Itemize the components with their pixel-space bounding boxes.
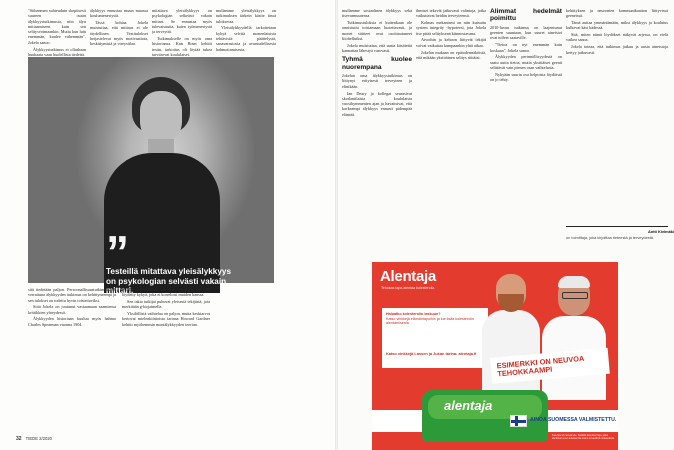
paragraph: Ian Deary ja kollegat seurasivat skotlantilaisia koululaisia vuosikymmenten ajan ja havaitsivat, että korkeampi älykkyys ennusti pidempää elämää. [342,90,412,117]
subheading: Tyhmä kuolee nuorempana [342,56,412,71]
left-column-2 [90,8,148,56]
ad-brand-logo: Alentaja [380,268,436,285]
paragraph: mitattava yleisälykkyys on psykologian selkeästi vakain mittari. Se ennustaa myös tulevaisuutta, kuten työmenestystä ja terveyttä. [152,8,212,35]
paragraph: Tämä auttaa ymmärtämään, miksi älykkyys ja koulutus kulkevat käsi kädessä. [566,20,668,31]
paragraph: Jokelan oma älykkyystutkimus on liittynyt erityisesti terveyteen ja elinikään. [342,73,412,89]
right-column-2 [416,8,486,254]
paragraph: 2010-luvun tutkimus on laajentunut geenien suuntaan, kun suuret aineistot ovat tulleet saataville. [490,24,562,41]
ad-info-title: Haluatko kolesterolin laskuun? [386,312,441,316]
paragraph: älykkyys ennustaa muun muassa koulumenestystä. [90,8,148,19]
paragraph: sitä tiedetään paljon. Persoonallisuustutkimukseen verrattuna älykkyyden tutkimus on kehittyneempi ja sen tulokset on todettu hyvin toistettaviksi. [28,287,116,303]
paragraph: mikään yksittäinen osa-alue. Koskaan ei ole löydetty kykyä, joka ei korreloisi muiden kanssa. [122,287,210,298]
paragraph: Siitä Jokela on joutunut vastaamaan saamiensa kritiikkien yhteydessä. [28,304,116,315]
left-lower-column-1 [28,287,116,435]
left-column-4 [216,8,276,56]
paragraph: mullamme sosiaalinen älykkyys sekä itsevarmuutensa. [342,8,412,19]
paragraph: Yksilöllistä vaihtelua on paljon, mutta keskiarvot kertovat mielenkiintoista tarinaa Howard Gardner kehitti myöhemmin moniälykkyyden teorian. [122,311,210,327]
paragraph: Sitä, miten nämä löydökset näkyvät arjessa, on vielä vaikea sanoa. [566,32,668,43]
paragraph: Jokela toteaa, että tutkimus jatkuu ja uusia aineistoja kertyy jatkuvasti. [566,44,668,55]
left-page [0,0,336,450]
ad-tagline: Tehokas tapa alentaa kolesterolia [381,286,435,290]
portrait-face [140,91,182,143]
ad-contact-link[interactable]: Katso vinkkejä Lassen ja Jukan tarina: alentaja.fi [386,351,477,356]
left-lower-column-2 [122,287,210,435]
paragraph: Sen takia tutkijat puhuvat yleisestä tekijästä, jota merkitään g-kirjaimella. [122,299,210,310]
byline-rule [566,226,668,227]
paragraph: Älykkyyden perinnöllisyydestä on saatu uutta tietoa, mutta yksittäiset geenit selittävät vain pienen osan vaihtelusta. [490,54,562,70]
issue-number: 2/2020 [39,436,52,441]
product-brand: alentaja [444,398,493,413]
right-column-3 [490,8,562,254]
pull-quote: Testeillä mitattava yleisälykkyys on psykologian selvästi vakain mittari. [106,267,232,296]
ad-made-in-finland: AINOA SUOMESSA VALMISTETTU. [530,417,617,423]
byline-author: Antti Kivimäki [648,229,674,234]
left-column-1 [28,8,86,56]
advertisement[interactable] [372,262,618,450]
right-column-1 [342,8,412,254]
quote-mark-icon: ” [106,226,126,278]
paragraph: mullamme yleisälykkyys on tutkimuksen tärkein käsite tässä tuloksessa. [216,8,276,24]
product-tub [422,390,548,442]
paragraph: Tässä kohtaa Jokela muistuttaa, että mittaus ei ole täydellinen. Testitulokset heijastelevat myös motivaatiota, keskittymistä ja vireystilaa. [90,20,148,47]
ad-slogan: ESIMERKKI ON NEUVOA TEHOKKAAMPI [496,353,585,379]
paragraph: "Tietoa on nyt enemmän kuin koskaan", Jokela sanoo. [490,42,562,53]
paragraph: ihmiset tekevät jatkuvasti valintoja, jotka vaikuttavat heidän terveyteensä. [416,8,486,19]
paragraph: Kolmas mekanismi on niin kutsuttu system integrity -hypoteesi, jota Jokela itse pitää selityksenä kiinnostavana. [416,20,486,36]
ad-info-text [386,312,484,326]
paragraph: Yleisälykkyydellä tarkoitetaan kykyä selvitä monenlaisista tehtävistä: päättelystä, sanavarastosta ja avaruudellisesta hahmottamisesta. [216,25,276,52]
paragraph: Älykkyystutkimus ei olluthaan huuhaata vaan huolellista tiedettä. [28,46,86,57]
paragraph: Jokelan mukaan on epätodennäköistä, että mikään yksittäinen selitys riittäisi. [416,49,486,60]
finnish-flag-icon [510,415,527,427]
page-folio [16,436,52,442]
page-number: 32 [16,436,22,442]
right-column-4 [566,8,668,222]
subheading: Alimmat hedelmät poimittu [490,8,562,23]
person-hair [558,276,590,288]
magazine-name: TIEDE [25,436,38,441]
paragraph: Älykkyyden historiaan kuuluu myös hahmo Charles Spearman vuonna 1904. [28,316,116,327]
paragraph: "Siihenmen suhteuduin skeptisesti suureen osaan älykkyystutkimusta, niin älyn mittaamiseen kuin sen selitysvoimaankin. Mutta kun luin enemmän, kuulee vähemmän", Jokela sanoo. [28,8,86,45]
left-column-3 [152,8,212,56]
paragraph: kehittyksen ja neuronien kommunikaation liittyvissä geeneissä. [566,8,668,19]
glasses-icon [562,292,588,299]
byline-text: on toimittaja, joka kirjoittaa tieteestä ja terveydestä. [566,234,655,240]
paragraph: Tutkimustuloksia ei kuitenkaan ole onnistuttu toistamaan luotettavasti, ja monet väitteet ovat osoittautuneet liioitelluiksi. [342,20,412,41]
byline [566,230,674,241]
ad-fine-print: Kasvisteroli-rasvalevite. Sisältää kasvisteroleja, jotka alentavat veren kolesterolia osana terveellistä ruokavaliota. [552,434,615,440]
paragraph: Nykyään suurin osa helpoista löydöistä on jo tehty. [490,71,562,82]
ad-info-body: Katso vinkkejä elämäntapoihin ja lue lisää kolesterolin alentamisesta. [386,316,474,326]
paragraph: Aivoihin ja kehoon liittyvät tekijät voivat vaikuttaa kumpaankin yhtä aikaa. [416,37,486,48]
paragraph: Tutkimukselle on myös oma historiansa. Kun Binet kehitti testin, tarkoitus oli löytää tukea tarvitsevat koululaiset. [152,35,212,57]
page-gutter [335,0,338,450]
paragraph: Jokela muistuttaa, että uusia käsitteitä kannattaa lähestyä varovasti. [342,42,412,54]
ad-info-box [382,308,488,368]
ad-person-glasses [542,278,606,400]
